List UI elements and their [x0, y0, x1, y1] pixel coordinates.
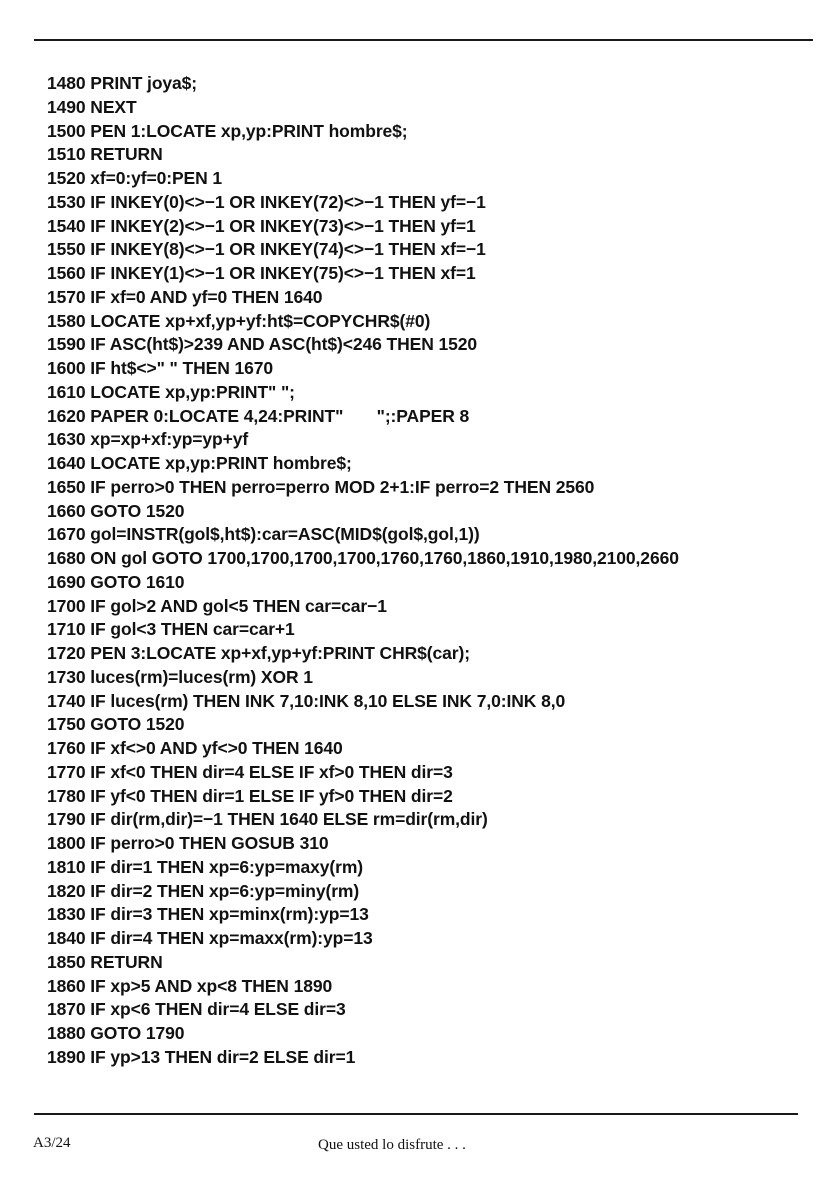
code-line: 1870 IF xp<6 THEN dir=4 ELSE dir=3 [47, 999, 346, 1020]
code-line: 1620 PAPER 0:LOCATE 4,24:PRINT" ";:PAPER 8 [47, 405, 470, 426]
top-rule [34, 39, 813, 41]
bottom-rule [34, 1113, 798, 1115]
code-line: 1660 GOTO 1520 [47, 500, 185, 521]
code-line: 1490 NEXT [47, 96, 137, 117]
code-line: 1830 IF dir=3 THEN xp=minx(rm):yp=13 [47, 904, 369, 925]
code-line: 1560 IF INKEY(1)<>−1 OR INKEY(75)<>−1 THEN xf=1 [47, 263, 476, 283]
code-line: 1800 IF perro>0 THEN GOSUB 310 [47, 833, 329, 853]
page-number: A3/24 [33, 1135, 71, 1151]
code-line: 1650 IF perro>0 THEN perro=perro MOD 2+1:IF perro=2 THEN 2560 [47, 476, 595, 497]
code-line: 1780 IF yf<0 THEN dir=1 ELSE IF yf>0 THEN dir=2 [47, 785, 453, 806]
code-line: 1580 LOCATE xp+xf,yp+yf:ht$=COPYCHR$(#0) [47, 310, 431, 331]
code-line: 1540 IF INKEY(2)<>−1 OR INKEY(73)<>−1 THEN yf=1 [47, 215, 476, 236]
code-line: 1710 IF gol<3 THEN car=car+1 [47, 619, 295, 640]
code-line: 1500 PEN 1:LOCATE xp,yp:PRINT hombre$; [47, 120, 408, 141]
code-line: 1720 PEN 3:LOCATE xp+xf,yp+yf:PRINT CHR$(car); [47, 643, 470, 663]
code-line: 1810 IF dir=1 THEN xp=6:yp=maxy(rm) [47, 856, 364, 877]
code-line: 1750 GOTO 1520 [47, 714, 185, 735]
footer-title: Que usted lo disfrute . . . [318, 1137, 466, 1153]
code-line: 1700 IF gol>2 AND gol<5 THEN car=car−1 [47, 595, 387, 616]
code-line: 1530 IF INKEY(0)<>−1 OR INKEY(72)<>−1 THEN yf=−1 [47, 191, 486, 212]
code-line: 1730 luces(rm)=luces(rm) XOR 1 [47, 666, 313, 687]
code-line: 1860 IF xp>5 AND xp<8 THEN 1890 [47, 975, 333, 996]
code-line: 1570 IF xf=0 AND yf=0 THEN 1640 [47, 286, 323, 307]
code-line: 1670 gol=INSTR(gol$,ht$):car=ASC(MID$(gol$,gol,1)) [47, 524, 480, 545]
code-line: 1740 IF luces(rm) THEN INK 7,10:INK 8,10 ELSE INK 7,0:INK 8,0 [47, 690, 566, 711]
code-line: 1600 IF ht$<>" " THEN 1670 [47, 358, 274, 378]
code-line: 1550 IF INKEY(8)<>−1 OR INKEY(74)<>−1 THEN xf=−1 [47, 239, 486, 260]
code-line: 1770 IF xf<0 THEN dir=4 ELSE IF xf>0 THEN dir=3 [47, 761, 453, 782]
code-line: 1610 LOCATE xp,yp:PRINT" "; [47, 381, 295, 402]
code-line: 1790 IF dir(rm,dir)=−1 THEN 1640 ELSE rm=dir(rm,dir) [47, 809, 488, 830]
code-line: 1630 xp=xp+xf:yp=yp+yf [47, 429, 249, 450]
code-line: 1890 IF yp>13 THEN dir=2 ELSE dir=1 [47, 1046, 356, 1067]
code-line: 1690 GOTO 1610 [47, 571, 185, 592]
code-line: 1510 RETURN [47, 144, 163, 165]
code-line: 1590 IF ASC(ht$)>239 AND ASC(ht$)<246 THEN 1520 [47, 334, 478, 355]
code-line: 1520 xf=0:yf=0:PEN 1 [47, 168, 223, 188]
code-line: 1760 IF xf<>0 AND yf<>0 THEN 1640 [47, 738, 343, 758]
code-line: 1850 RETURN [47, 951, 163, 972]
code-line: 1820 IF dir=2 THEN xp=6:yp=miny(rm) [47, 880, 360, 901]
code-line: 1680 ON gol GOTO 1700,1700,1700,1700,1760,1760,1860,1910,1980,2100,2660 [47, 548, 679, 568]
code-line: 1480 PRINT joya$; [47, 73, 198, 93]
code-line: 1840 IF dir=4 THEN xp=maxx(rm):yp=13 [47, 928, 373, 948]
code-line: 1880 GOTO 1790 [47, 1023, 185, 1043]
code-line: 1640 LOCATE xp,yp:PRINT hombre$; [47, 453, 352, 473]
code-listing [47, 72, 807, 1070]
